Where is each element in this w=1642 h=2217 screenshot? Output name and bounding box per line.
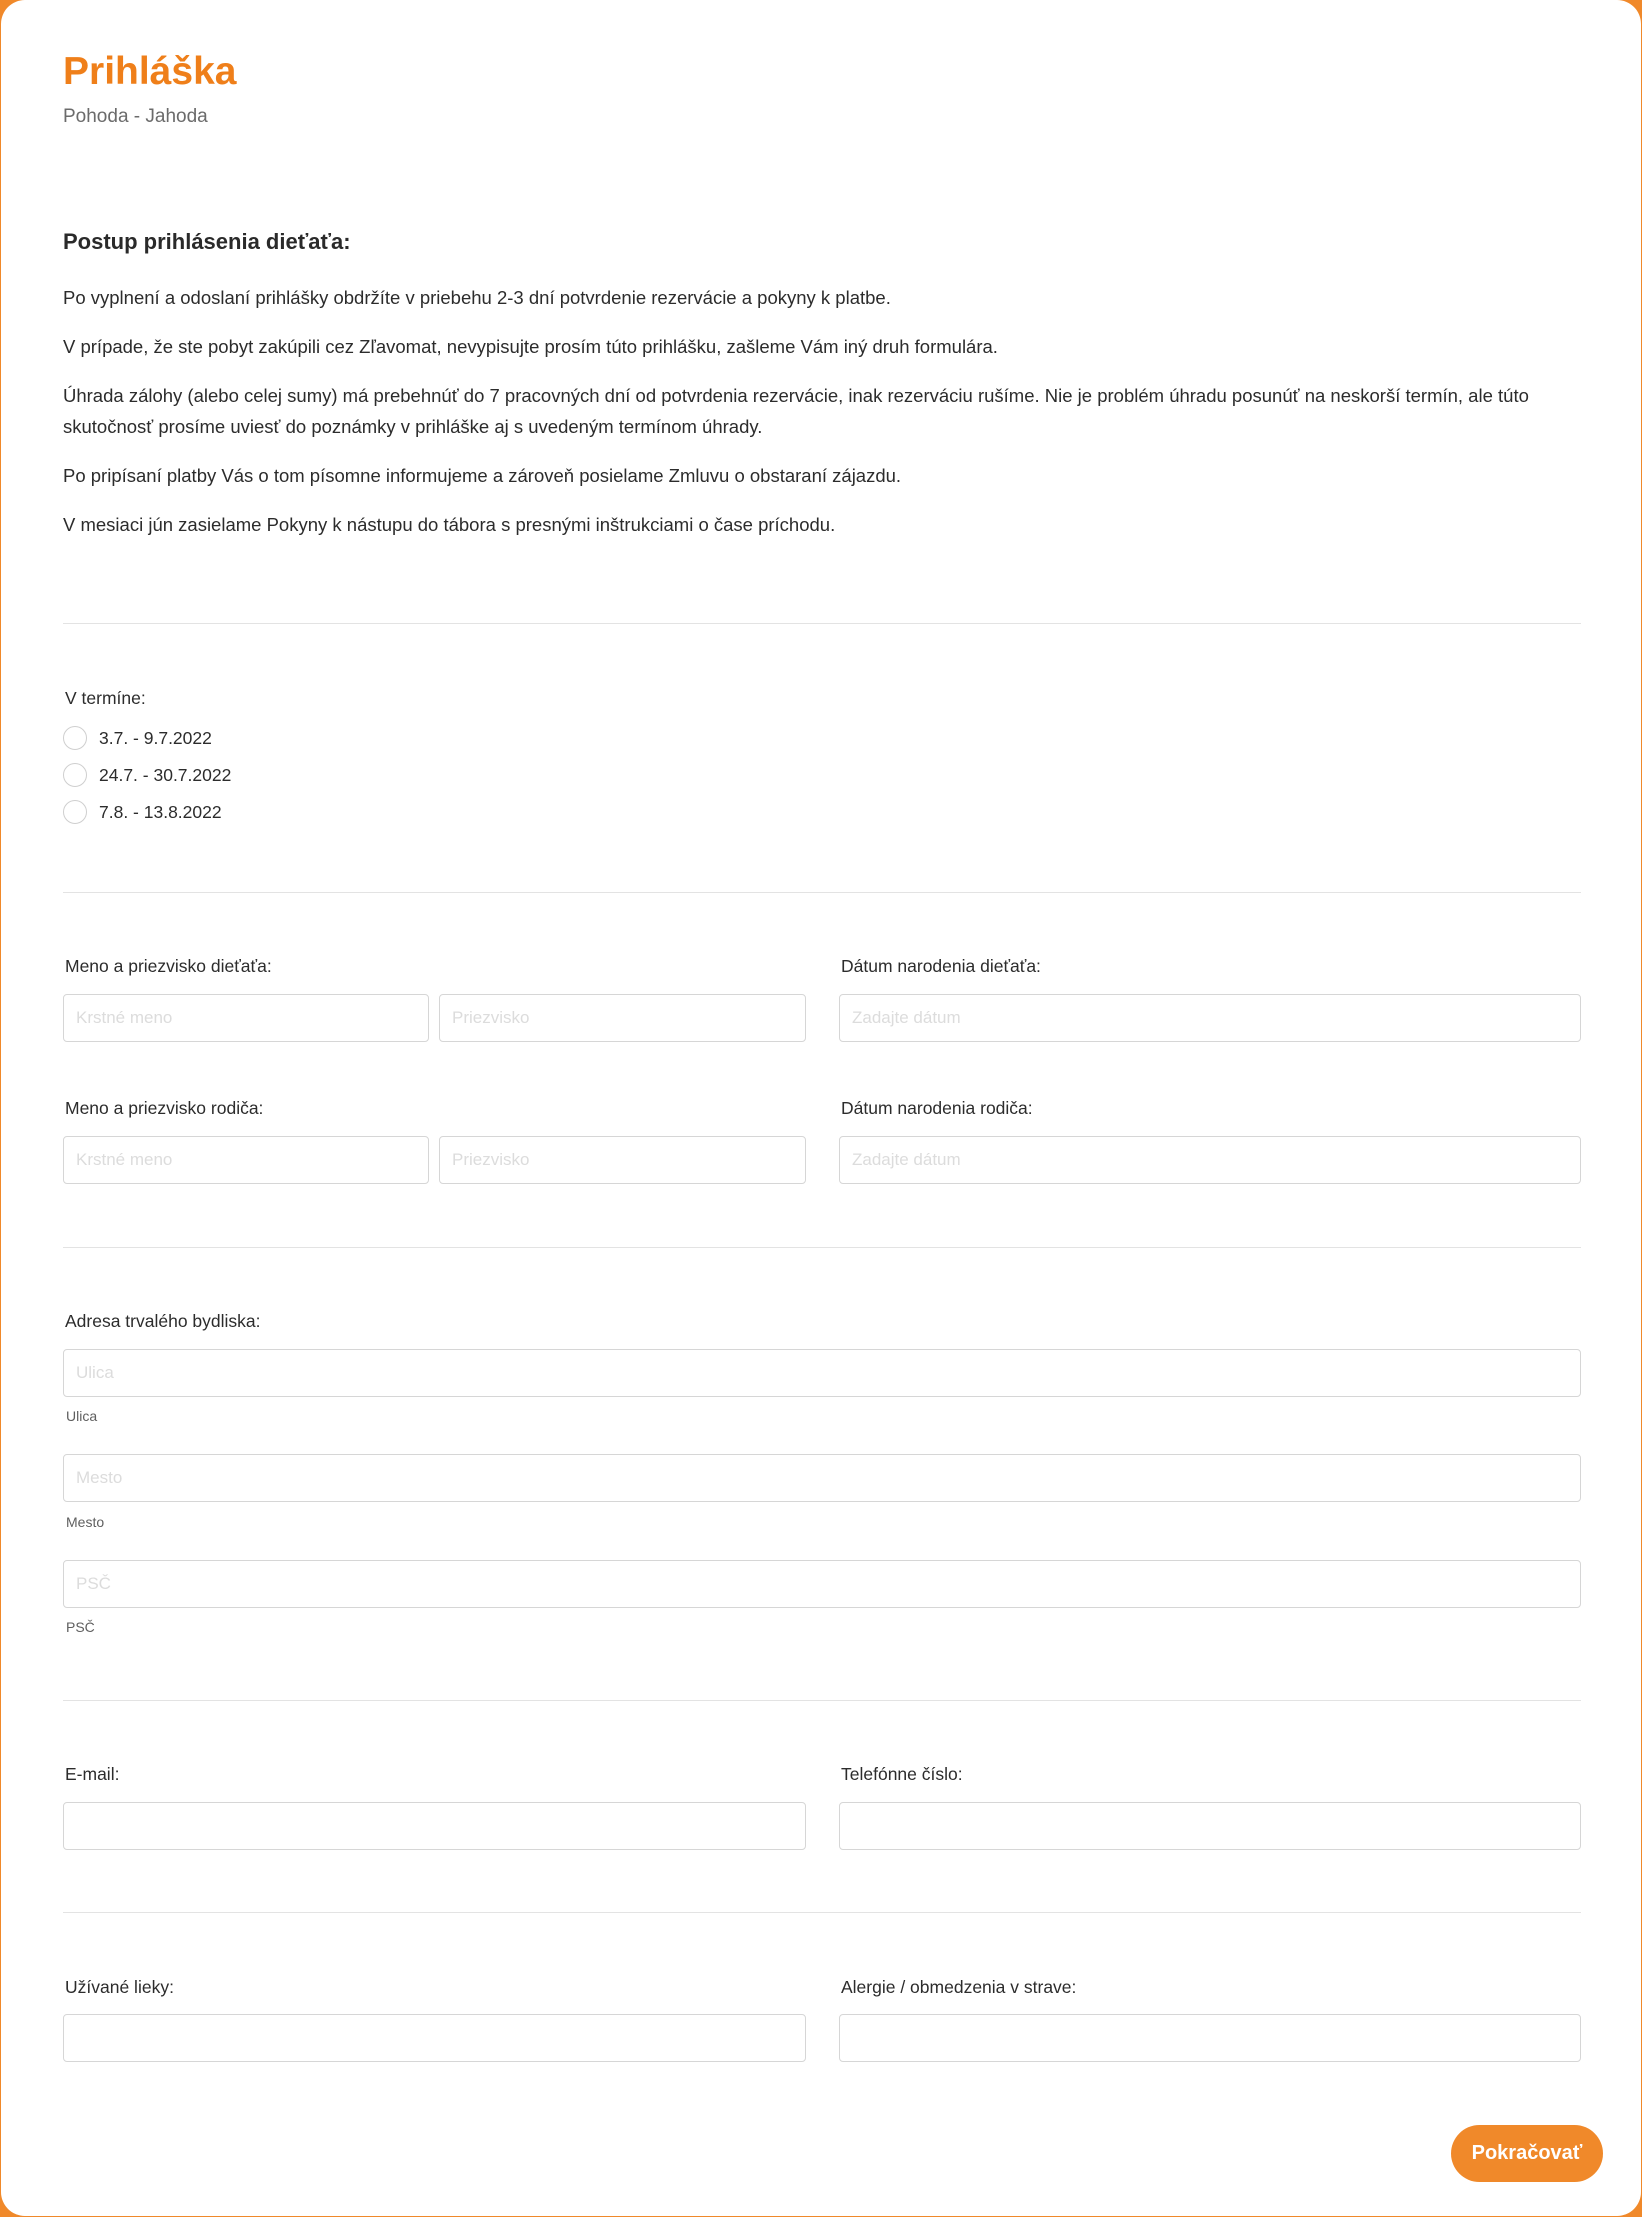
intro-paragraph: V prípade, že ste pobyt zakúpili cez Zľavomat, nevypisujte prosím túto prihlášku, zašleme Vám iný druh formulára. bbox=[63, 336, 998, 357]
radio-button[interactable] bbox=[63, 763, 87, 787]
child-last-name-input[interactable] bbox=[439, 994, 806, 1042]
section-divider bbox=[63, 623, 1581, 624]
medication-input[interactable] bbox=[63, 2014, 806, 2062]
term-option-label: 3.7. - 9.7.2022 bbox=[99, 727, 212, 748]
radio-button[interactable] bbox=[63, 800, 87, 824]
parent-dob-label: Dátum narodenia rodiča: bbox=[841, 1098, 1033, 1118]
section-divider bbox=[63, 1912, 1581, 1913]
parent-last-name-input[interactable] bbox=[439, 1136, 806, 1184]
street-sublabel: Ulica bbox=[66, 1408, 98, 1424]
intro-paragraph: Po pripísaní platby Vás o tom písomne informujeme a zároveň posielame Zmluvu o obstaraní zájazdu. bbox=[63, 465, 902, 486]
phone-input[interactable] bbox=[839, 1802, 1581, 1850]
allergy-label: Alergie / obmedzenia v strave: bbox=[841, 1977, 1077, 1997]
child-dob-label: Dátum narodenia dieťaťa: bbox=[841, 956, 1041, 976]
email-label: E-mail: bbox=[65, 1764, 120, 1784]
zip-input[interactable] bbox=[63, 1560, 1581, 1608]
continue-button[interactable]: Pokračovať bbox=[1451, 2125, 1603, 2182]
parent-first-name-input[interactable] bbox=[63, 1136, 429, 1184]
parent-name-label: Meno a priezvisko rodiča: bbox=[65, 1098, 264, 1118]
medication-label: Užívané lieky: bbox=[65, 1977, 174, 1997]
radio-button[interactable] bbox=[63, 726, 87, 750]
parent-dob-input[interactable] bbox=[839, 1136, 1581, 1184]
term-option-label: 7.8. - 13.8.2022 bbox=[99, 801, 222, 822]
page-title: Prihláška bbox=[63, 50, 237, 93]
child-name-label: Meno a priezvisko dieťaťa: bbox=[65, 956, 272, 976]
email-input[interactable] bbox=[63, 1802, 806, 1850]
intro-paragraph: Úhrada zálohy (alebo celej sumy) má prebehnúť do 7 pracovných dní od potvrdenia rezervácie, inak rezerváciu rušíme. Nie je problém úhradu posunúť na neskorší termín, ale túto skutočnosť prosíme uviesť do poznámky v prihláške aj s uvedeným termínom úhrady. bbox=[63, 385, 1529, 437]
section-divider bbox=[63, 1247, 1581, 1248]
form-card bbox=[1, 0, 1641, 2216]
section-divider bbox=[63, 1700, 1581, 1701]
intro-paragraph: V mesiaci jún zasielame Pokyny k nástupu do tábora s presnými inštrukciami o čase príchodu. bbox=[63, 514, 836, 535]
term-option-1[interactable] bbox=[63, 725, 212, 751]
section-divider bbox=[63, 892, 1581, 893]
intro-text bbox=[63, 282, 1583, 558]
term-label: V termíne: bbox=[65, 688, 146, 708]
child-dob-input[interactable] bbox=[839, 994, 1581, 1042]
term-option-label: 24.7. - 30.7.2022 bbox=[99, 764, 232, 785]
intro-heading: Postup prihlásenia dieťaťa: bbox=[63, 229, 351, 254]
intro-paragraph: Po vyplnení a odoslaní prihlášky obdržíte v priebehu 2-3 dní potvrdenie rezervácie a pokyny k platbe. bbox=[63, 287, 891, 308]
term-option-2[interactable] bbox=[63, 762, 231, 788]
zip-sublabel: PSČ bbox=[66, 1619, 95, 1635]
city-sublabel: Mesto bbox=[66, 1514, 105, 1530]
term-option-3[interactable] bbox=[63, 799, 222, 825]
phone-label: Telefónne číslo: bbox=[841, 1764, 963, 1784]
page-subtitle: Pohoda - Jahoda bbox=[63, 106, 208, 127]
street-input[interactable] bbox=[63, 1349, 1581, 1397]
child-first-name-input[interactable] bbox=[63, 994, 429, 1042]
address-label: Adresa trvalého bydliska: bbox=[65, 1311, 261, 1331]
city-input[interactable] bbox=[63, 1454, 1581, 1502]
allergy-input[interactable] bbox=[839, 2014, 1581, 2062]
